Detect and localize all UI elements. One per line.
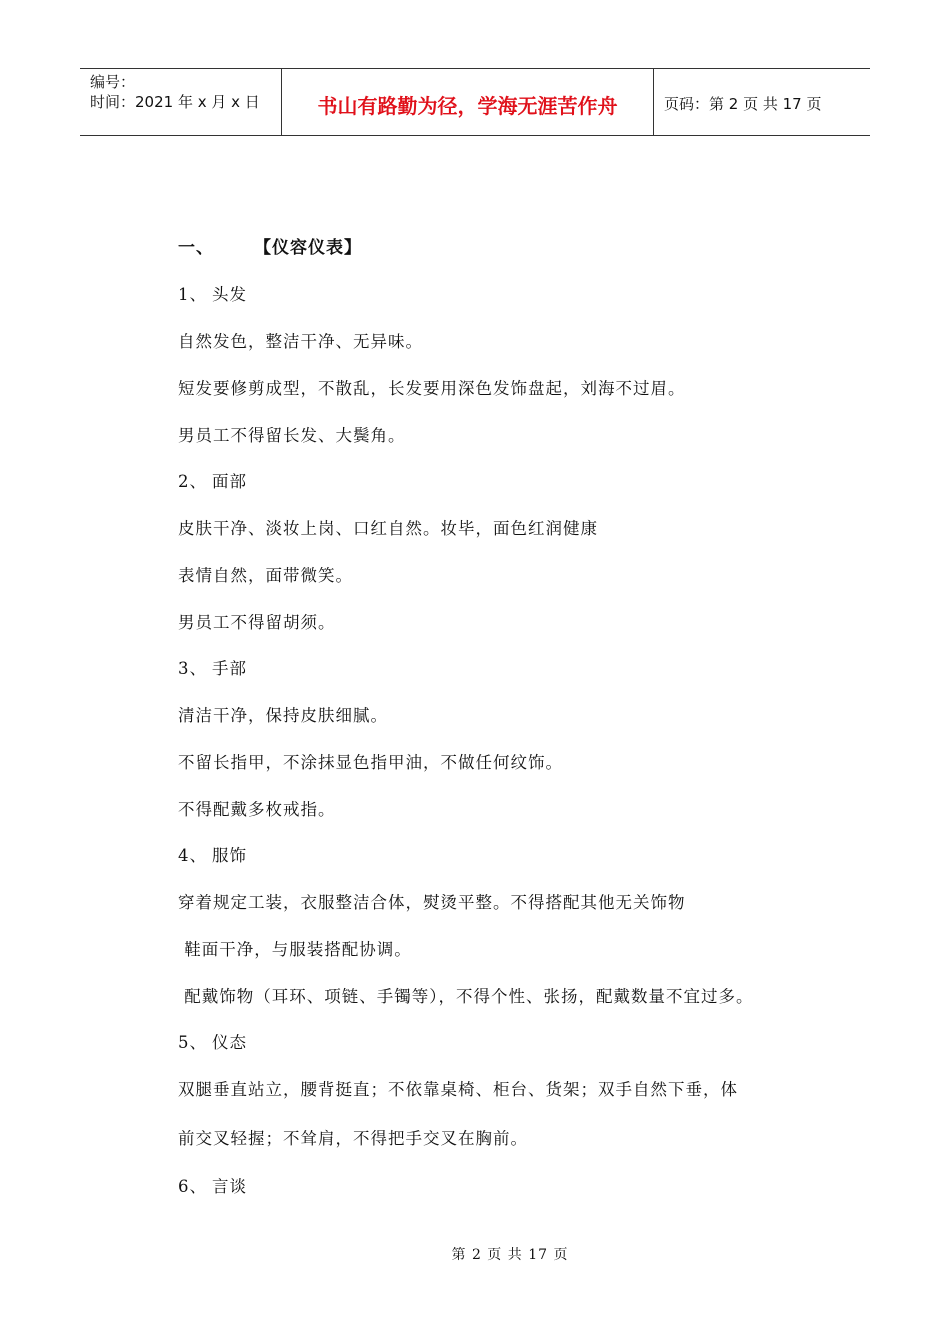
serial-number-label: 编号： <box>90 73 136 91</box>
paragraph-line: 清洁干净，保持皮肤细腻。 <box>178 706 388 725</box>
paragraph-line: 配戴饰物（耳环、项链、手镯等），不得个性、张扬，配戴数量不宜过多。 <box>178 987 754 1006</box>
page-header <box>80 68 870 136</box>
paragraph-line: 男员工不得留长发、大鬓角。 <box>178 426 406 445</box>
paragraph-line: 前交叉轻握；不耸肩，不得把手交叉在胸前。 <box>178 1129 528 1148</box>
section-number: 一、 <box>178 238 214 258</box>
paragraph-line: 不得配戴多枚戒指。 <box>178 800 336 819</box>
paragraph-line: 男员工不得留胡须。 <box>178 613 336 632</box>
subheading-hands: 3、 手部 <box>178 659 247 678</box>
header-motto: 书山有路勤为径，学海无涯苦作舟 <box>317 93 618 118</box>
section-title-text: 【仪容仪表】 <box>254 238 362 258</box>
subheading-speech: 6、 言谈 <box>178 1177 247 1196</box>
header-motto-cell <box>282 69 654 135</box>
date-label: 时间：2021 年 x 月 x 日 <box>90 93 260 111</box>
paragraph-line: 皮肤干净、淡妆上岗、口红自然。妆毕，面色红润健康 <box>178 519 598 538</box>
paragraph-line: 表情自然，面带微笑。 <box>178 566 353 585</box>
paragraph-line: 穿着规定工装，衣服整洁合体，熨烫平整。不得搭配其他无关饰物 <box>178 893 686 912</box>
paragraph-line: 不留长指甲，不涂抹显色指甲油，不做任何纹饰。 <box>178 753 563 772</box>
subheading-posture: 5、 仪态 <box>178 1033 247 1052</box>
paragraph-line: 短发要修剪成型，不散乱，长发要用深色发饰盘起，刘海不过眉。 <box>178 379 686 398</box>
subheading-dress: 4、 服饰 <box>178 846 247 865</box>
page-footer: 第 2 页 共 17 页 <box>451 1247 569 1263</box>
header-page-cell <box>654 69 870 135</box>
header-page-info: 页码：第 2 页 共 17 页 <box>664 94 822 113</box>
paragraph-line: 鞋面干净，与服装搭配协调。 <box>178 940 412 959</box>
paragraph-line: 双腿垂直站立，腰背挺直；不依靠桌椅、柜台、货架；双手自然下垂，体 <box>178 1080 738 1099</box>
subheading-face: 2、 面部 <box>178 472 247 491</box>
section-title <box>178 237 362 259</box>
paragraph-line: 自然发色，整洁干净、无异味。 <box>178 332 423 351</box>
header-meta-cell <box>80 69 282 135</box>
subheading-hair: 1、 头发 <box>178 285 247 304</box>
